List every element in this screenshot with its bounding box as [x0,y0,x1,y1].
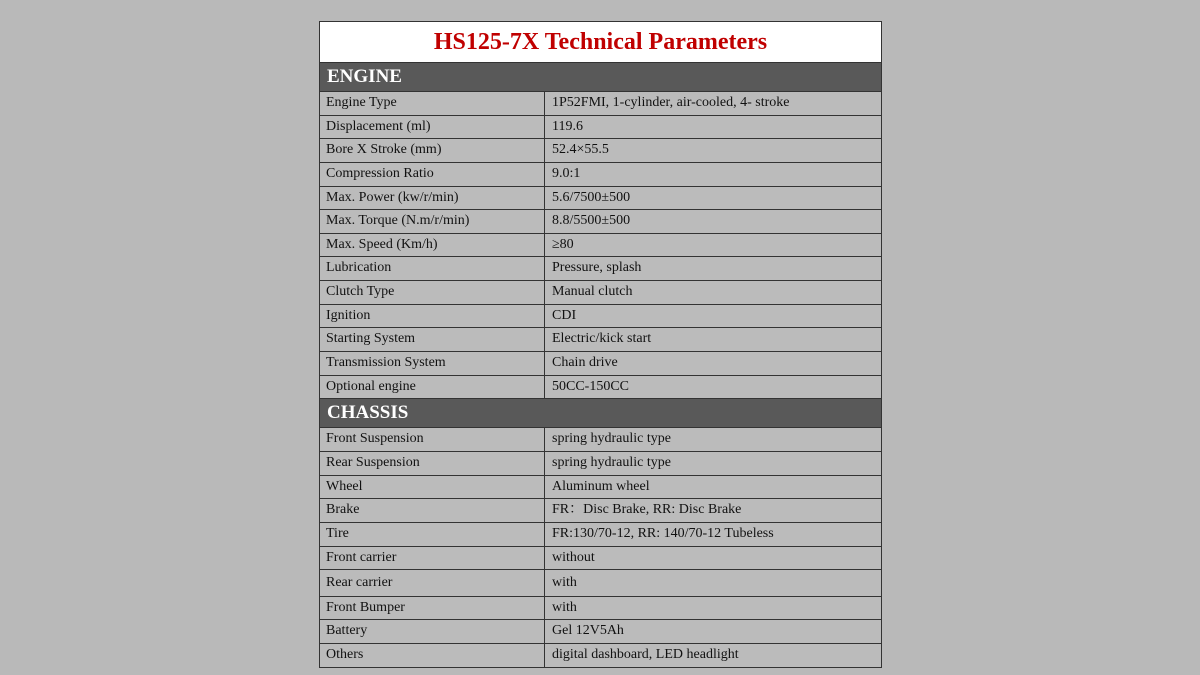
table-row [320,428,881,452]
param-label: Max. Torque (N.m/r/min) [320,210,545,233]
param-label: Wheel [320,476,545,499]
param-label: Rear carrier [320,570,545,596]
param-label: Bore X Stroke (mm) [320,139,545,162]
spec-table [319,21,882,668]
table-row [320,376,881,400]
param-value: 5.6/7500±500 [552,189,631,205]
table-row [320,139,881,163]
table-row [320,257,881,281]
engine-rows [320,92,881,399]
param-label: Max. Power (kw/r/min) [320,187,545,210]
param-value: FR：Disc Brake, RR: Disc Brake [552,502,742,518]
table-row [320,234,881,258]
table-row [320,597,881,621]
param-value: Gel 12V5Ah [552,623,624,639]
param-label: Lubrication [320,257,545,280]
param-label: Ignition [320,305,545,328]
section-header-engine: ENGINE [320,63,881,92]
table-row [320,116,881,140]
table-row [320,476,881,500]
table-row [320,570,881,597]
chassis-rows [320,428,881,666]
param-label: Transmission System [320,352,545,375]
param-value: 52.4×55.5 [552,142,609,158]
table-row [320,305,881,329]
param-label: Optional engine [320,376,545,399]
param-label: Compression Ratio [320,163,545,186]
table-row [320,328,881,352]
table-row [320,452,881,476]
param-value: digital dashboard, LED headlight [552,646,739,662]
param-label: Starting System [320,328,545,351]
param-label: Front Bumper [320,597,545,620]
param-label: Engine Type [320,92,545,115]
param-value: Chain drive [552,355,618,371]
table-row [320,523,881,547]
param-value: Manual clutch [552,284,633,300]
param-value: spring hydraulic type [552,454,671,470]
param-value: Aluminum wheel [552,478,650,494]
table-row [320,163,881,187]
param-value: 8.8/5500±500 [552,213,631,229]
table-row [320,644,881,667]
table-row [320,547,881,571]
table-row [320,620,881,644]
param-value: spring hydraulic type [552,431,671,447]
param-label: Battery [320,620,545,643]
param-value: FR:130/70-12, RR: 140/70-12 Tubeless [552,525,774,541]
param-label: Tire [320,523,545,546]
param-label: Clutch Type [320,281,545,304]
table-row [320,352,881,376]
page-title: HS125-7X Technical Parameters [320,22,881,63]
param-value: CDI [552,307,577,323]
param-label: Others [320,644,545,667]
param-value: with [552,599,577,615]
table-row [320,92,881,116]
table-row [320,187,881,211]
param-value: with [552,575,577,591]
param-value: Electric/kick start [552,331,652,347]
param-label: Displacement (ml) [320,116,545,139]
param-value: ≥80 [552,236,574,252]
param-value: 50CC-150CC [552,378,630,394]
param-label: Front carrier [320,547,545,570]
param-value: 9.0:1 [552,165,581,181]
table-row [320,281,881,305]
param-label: Front Suspension [320,428,545,451]
table-row [320,210,881,234]
param-value: 119.6 [552,118,583,134]
param-label: Brake [320,499,545,522]
param-value: without [552,549,595,565]
param-label: Max. Speed (Km/h) [320,234,545,257]
param-value: 1P52FMI, 1-cylinder, air-cooled, 4- stroke [552,95,790,110]
param-value: Pressure, splash [552,260,642,276]
section-header-chassis: CHASSIS [320,399,881,428]
table-row [320,499,881,523]
param-label: Rear Suspension [320,452,545,475]
